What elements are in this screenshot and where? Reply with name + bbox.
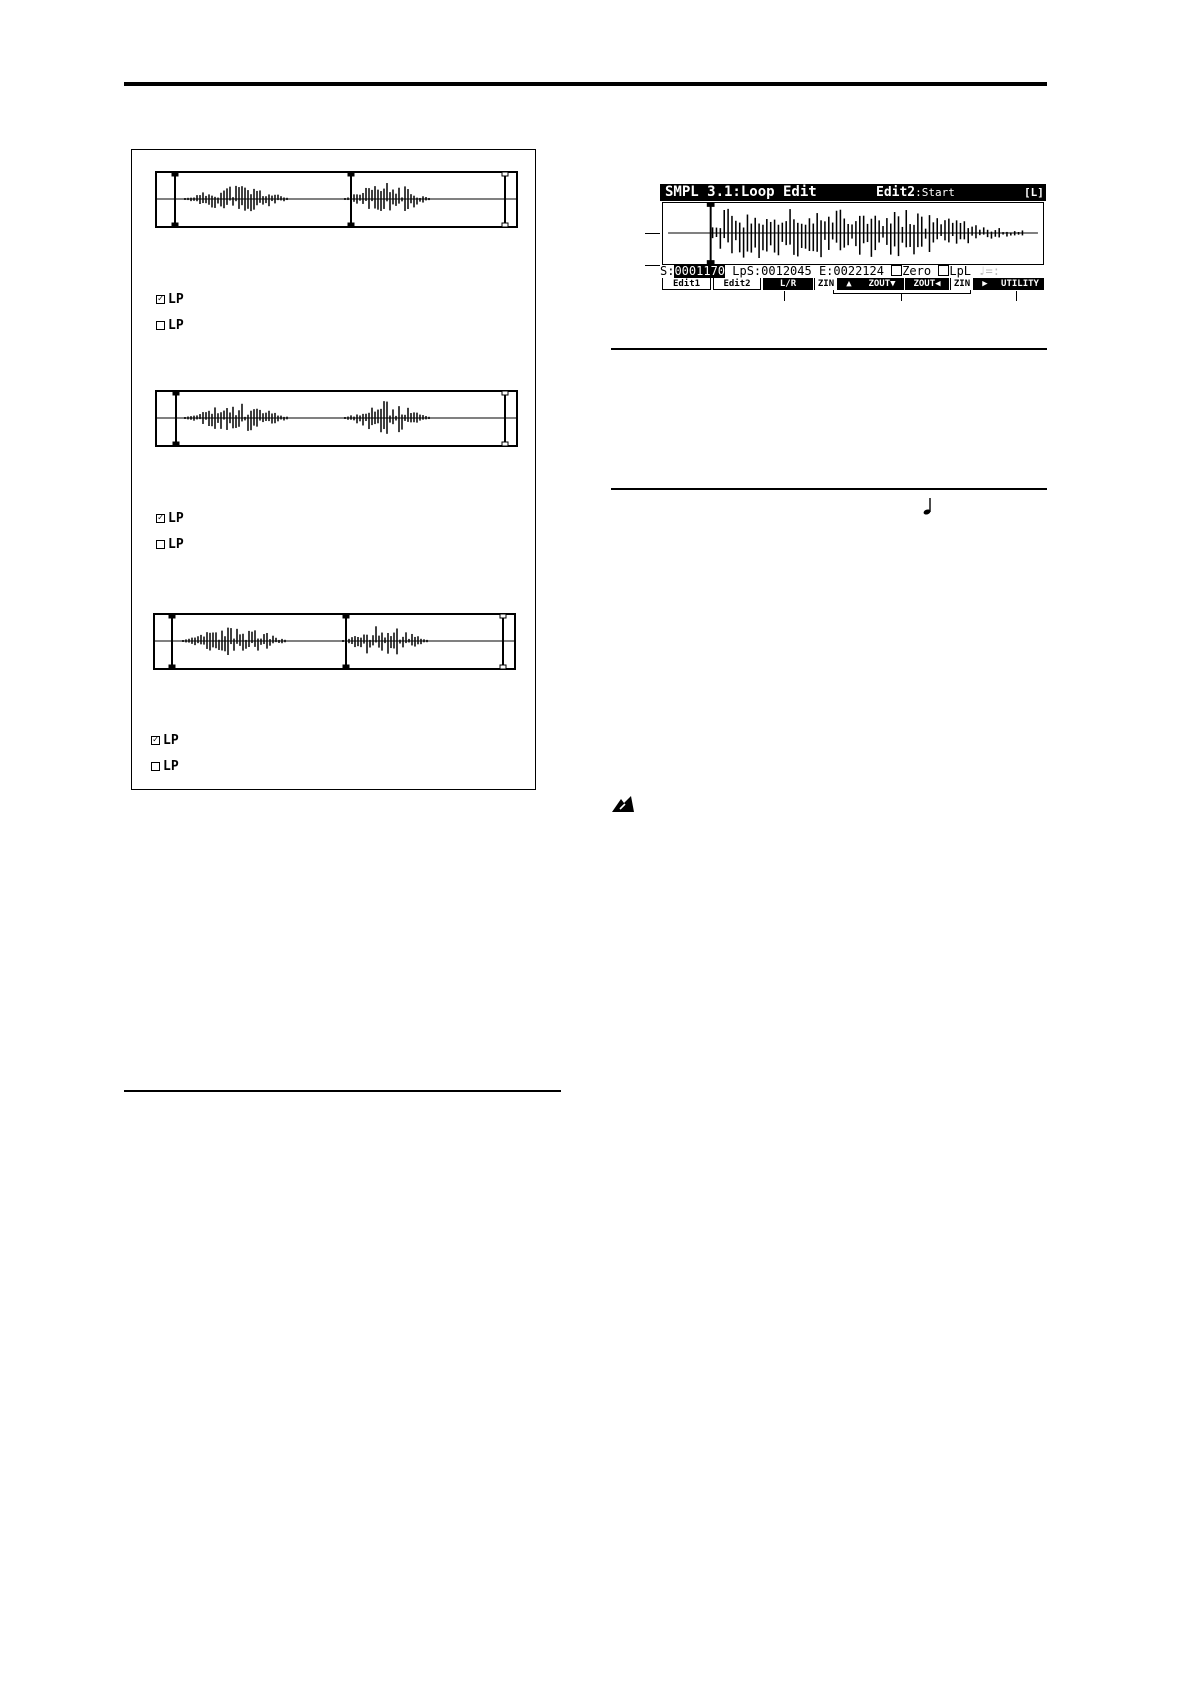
checkbox-label: LP (163, 733, 179, 748)
section-rule-2 (611, 488, 1047, 490)
lcd-tab-bar (660, 278, 1046, 290)
caution-icon (611, 795, 635, 813)
lr-button[interactable]: L/R (763, 278, 813, 290)
up-arrow-button[interactable] (838, 278, 860, 290)
waveform-display-2 (155, 390, 518, 447)
arrow-down-icon: ▼ (890, 279, 896, 289)
checkbox-label: LP (168, 537, 184, 552)
zoom-out-button-2[interactable]: ZOUT◀ (905, 278, 949, 290)
arrow-left-icon: ◀ (935, 279, 941, 289)
callout-bracket-zoom-left (833, 290, 834, 294)
arrow-right-icon: ▶ (982, 279, 988, 289)
lcd-title-bar (660, 184, 1046, 201)
callout-line-lr (784, 291, 785, 301)
checkbox-lp-unchecked-2 (156, 538, 184, 551)
checkbox-label: LP (168, 511, 184, 526)
lpl-label: LpL (949, 264, 972, 278)
callout-line-wave (645, 233, 660, 234)
zoom-in-button-1[interactable]: ZIN (814, 278, 838, 290)
lcd-screen (660, 184, 1046, 290)
top-rule (124, 82, 1047, 86)
checkbox-checked-icon: ✓ (152, 735, 159, 745)
checkbox-unchecked-icon (151, 762, 160, 771)
zoom-in-button-2[interactable]: ZIN (950, 278, 974, 290)
checkbox-lp-unchecked-1 (156, 319, 184, 332)
checkbox-unchecked-icon (156, 321, 165, 330)
start-label: S: (660, 264, 675, 278)
zoom-out-button-1[interactable]: ZOUT▼ (860, 278, 904, 290)
section-rule-1 (611, 348, 1047, 350)
utility-button[interactable]: UTILITY (996, 278, 1044, 290)
waveform-display-1 (155, 171, 518, 228)
loop-figure-panel (131, 149, 536, 790)
checkbox-lp-checked-1 (156, 293, 184, 306)
lcd-waveform (662, 202, 1044, 265)
section-rule-left (124, 1090, 561, 1092)
quarter-note-icon (921, 496, 933, 516)
callout-line-utility (1016, 291, 1017, 301)
start-value[interactable]: 0001170 (674, 264, 726, 278)
arrow-up-icon: ▲ (846, 279, 852, 289)
loop-params: LpS:0012045 E:0022124 (725, 264, 892, 278)
callout-bracket-zoom (833, 293, 971, 294)
lpl-checkbox[interactable] (938, 265, 949, 276)
callout-line-start (645, 265, 660, 266)
lcd-parameter-row (660, 265, 1046, 278)
lcd-channel: [L] (1024, 186, 1044, 199)
checkbox-unchecked-icon (156, 540, 165, 549)
right-arrow-button[interactable] (974, 278, 996, 290)
checkbox-checked-icon: ✓ (157, 294, 164, 304)
tab-edit2[interactable]: Edit2 (713, 278, 761, 290)
checkbox-label: LP (168, 292, 184, 307)
zero-label: Zero (902, 264, 932, 278)
checkbox-lp-checked-2 (156, 512, 184, 525)
checkbox-label: LP (168, 318, 184, 333)
lcd-page-label: Edit2:Start (876, 185, 955, 200)
tab-edit1[interactable]: Edit1 (662, 278, 711, 290)
callout-line-zoom (901, 293, 902, 301)
lcd-title: SMPL 3.1:Loop Edit (665, 184, 817, 200)
checkbox-checked-icon: ✓ (157, 513, 164, 523)
checkbox-lp-unchecked-3 (151, 760, 179, 773)
checkbox-lp-checked-3 (151, 734, 179, 747)
checkbox-label: LP (163, 759, 179, 774)
callout-bracket-zoom-right (970, 290, 971, 294)
zero-checkbox[interactable] (891, 265, 902, 276)
waveform-display-3 (153, 613, 516, 670)
tempo-note-icon: ♩=: (978, 264, 1000, 278)
